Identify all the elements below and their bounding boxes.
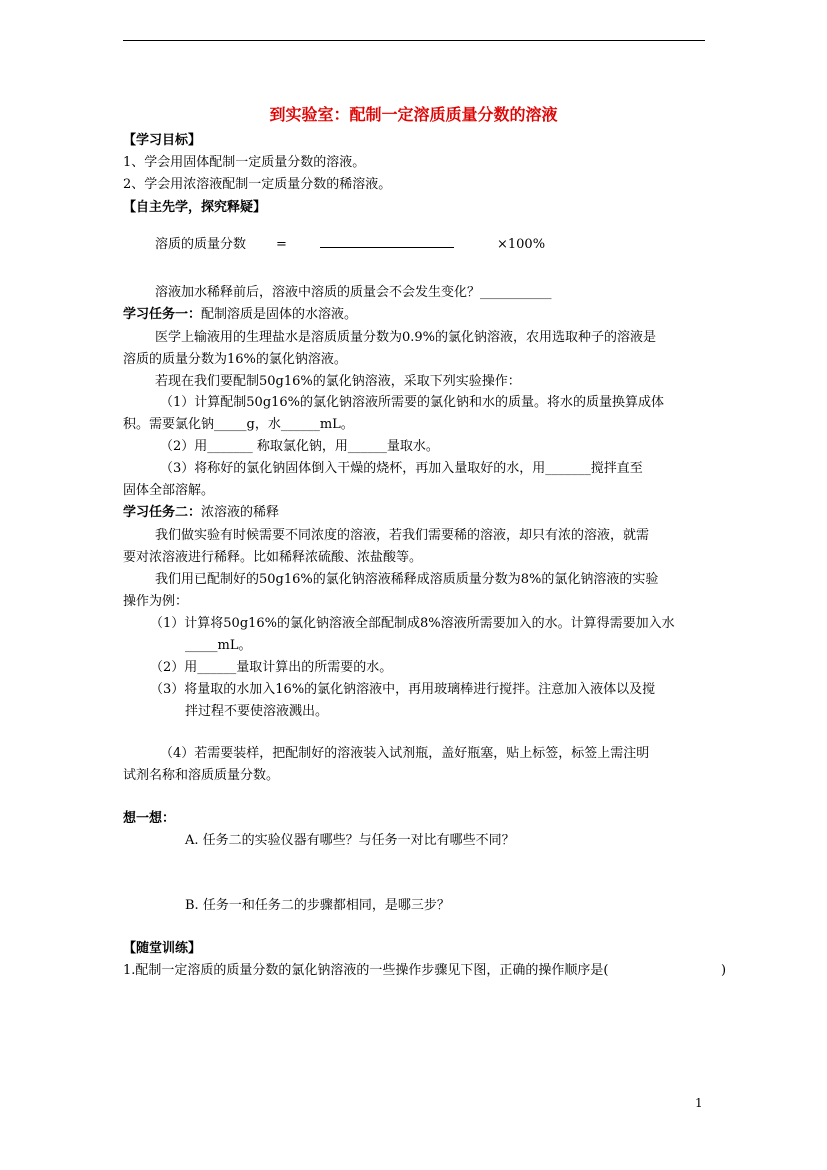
section-practice: 【随堂训练】 [123, 941, 202, 956]
think-heading: 想一想： [123, 811, 176, 826]
formula-blank[interactable] [320, 236, 454, 254]
task2-line: （1）计算将50g16%的氯化钠溶液全部配制成8%溶液所需要加入的水。计算得需要加入水 [150, 616, 675, 631]
task1-line: 若现在我们要配制50g16%的氯化钠溶液，采取下列实验操作： [155, 374, 521, 389]
task2-line: （3）将量取的水加入16%的氯化钠溶液中，再用玻璃棒进行搅拌。注意加入液体以及搅 [150, 682, 656, 697]
think-question-a: A. 任务二的实验仪器有哪些？与任务一对比有哪些不同？ [185, 833, 515, 848]
task1-line: 溶质的质量分数为16%的氯化钠溶液。 [123, 352, 347, 367]
task1-line: （2）用_______ 称取氯化钠，用______量取水。 [160, 439, 439, 454]
header-rule [123, 40, 705, 41]
task1-line: （1）计算配制50g16%的氯化钠溶液所需要的氯化钠和水的质量。将水的质量换算成体 [160, 395, 665, 410]
task1-line: 积。需要氯化钠_____g，水______mL。 [123, 417, 354, 432]
task1-line: （3）将称好的氯化钠固体倒入干燥的烧杯，再加入量取好的水，用_______搅拌直至 [160, 461, 643, 476]
formula-left: 溶质的质量分数 [155, 237, 247, 252]
formula-equals: = [276, 237, 287, 252]
task2-line: 拌过程不要使溶液溅出。 [185, 704, 329, 719]
dilution-question: 溶液加水稀释前后，溶液中溶质的质量会不会发生变化？___________ [155, 285, 552, 300]
goal-1: 1、学会用固体配制一定质量分数的溶液。 [123, 155, 366, 170]
page-number: 1 [695, 1096, 703, 1110]
task1-heading: 学习任务一：配制溶质是固体的水溶液。 [123, 307, 358, 322]
practice-question-1: 1.配制一定溶质的质量分数的氯化钠溶液的一些操作步骤见下图，正确的操作顺序是( [123, 963, 609, 978]
task2-line: （4）若需要装样，把配制好的溶液装入试剂瓶，盖好瓶塞，贴上标签，标签上需注明 [160, 746, 650, 761]
task1-line: 固体全部溶解。 [123, 483, 215, 498]
practice-question-1-close: ) [721, 963, 727, 978]
task2-heading: 学习任务二：浓溶液的稀释 [123, 505, 280, 520]
task2-line: （2）用______量取计算出的所需要的水。 [150, 660, 393, 675]
page-title: 到实验室：配制一定溶质质量分数的溶液 [269, 105, 558, 124]
goal-2: 2、学会用浓溶液配制一定质量分数的稀溶液。 [123, 177, 392, 192]
task2-line: _____mL。 [185, 638, 252, 653]
think-question-b: B. 任务一和任务二的步骤都相同，是哪三步？ [185, 898, 450, 913]
section-self-study: 【自主先学，探究释疑】 [123, 200, 267, 215]
task2-line: 操作为例： [123, 594, 189, 609]
task2-line: 我们用已配制好的50g16%的氯化钠溶液稀释成溶质质量分数为8%的氯化钠溶液的实验 [155, 572, 659, 587]
task2-line: 要对浓溶液进行稀释。比如稀释浓硫酸、浓盐酸等。 [123, 550, 423, 565]
formula-right: ×100% [497, 237, 546, 252]
section-goals: 【学习目标】 [123, 133, 202, 148]
task2-line: 试剂名称和溶质质量分数。 [123, 768, 280, 783]
task2-line: 我们做实验有时候需要不同浓度的溶液，若我们需要稀的溶液，却只有浓的溶液，就需 [155, 528, 650, 543]
task1-line: 医学上输液用的生理盐水是溶质质量分数为0.9%的氯化钠溶液，农用选取种子的溶液是 [155, 330, 657, 345]
